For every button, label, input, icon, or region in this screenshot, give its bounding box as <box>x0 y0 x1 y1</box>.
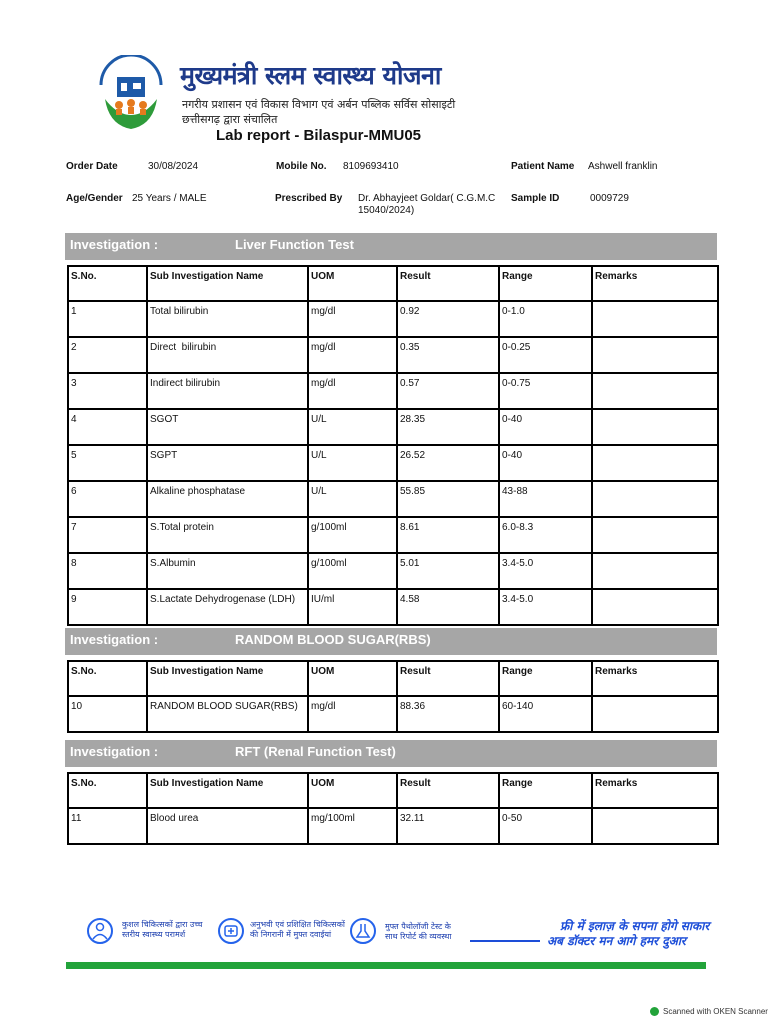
sno-cell: 9 <box>68 589 147 625</box>
sno-cell: 10 <box>68 696 147 732</box>
column-header: UOM <box>308 266 397 301</box>
investigation-name: RANDOM BLOOD SUGAR(RBS) <box>235 632 431 647</box>
footer-green-bar <box>66 962 706 969</box>
sno-cell: 11 <box>68 808 147 844</box>
sno-cell: 4 <box>68 409 147 445</box>
mobile-label: Mobile No. <box>276 161 327 172</box>
footer-item-consultation: कुशल चिकित्सकों द्वारा उच्च स्तरीय स्वास्थ्य परामर्श <box>122 920 203 939</box>
prescribed-by-value: Dr. Abhayjeet Goldar( C.G.M.C 15040/2024) <box>358 193 496 216</box>
result-cell: 28.35 <box>397 409 499 445</box>
rbs-table <box>67 660 719 733</box>
result-cell: 0.35 <box>397 337 499 373</box>
column-header: Sub Investigation Name <box>147 773 308 808</box>
column-header: Sub Investigation Name <box>147 266 308 301</box>
uom-cell: U/L <box>308 409 397 445</box>
table-header-row <box>68 266 718 301</box>
column-header: S.No. <box>68 266 147 301</box>
column-header: S.No. <box>68 773 147 808</box>
order-date-value: 30/08/2024 <box>148 161 199 172</box>
range-cell: 3.4-5.0 <box>499 589 592 625</box>
table-header-row <box>68 661 718 696</box>
sample-id-label: Sample ID <box>511 193 560 204</box>
test-name-cell: SGPT <box>147 445 308 481</box>
sno-cell: 7 <box>68 517 147 553</box>
range-cell: 0-1.0 <box>499 301 592 337</box>
table-row <box>68 337 718 373</box>
sno-cell: 8 <box>68 553 147 589</box>
investigation-name: RFT (Renal Function Test) <box>235 744 396 759</box>
investigation-label: Investigation : <box>70 744 159 759</box>
uom-cell: mg/dl <box>308 301 397 337</box>
table-row <box>68 481 718 517</box>
result-cell: 26.52 <box>397 445 499 481</box>
test-name-cell: Total bilirubin <box>147 301 308 337</box>
doctor-icon <box>87 918 113 944</box>
result-cell: 8.61 <box>397 517 499 553</box>
liver-function-table <box>67 265 719 626</box>
remarks-cell <box>592 481 718 517</box>
sample-id-value: 0009729 <box>590 193 629 204</box>
uom-cell: mg/100ml <box>308 808 397 844</box>
uom-cell: U/L <box>308 481 397 517</box>
column-header: UOM <box>308 661 397 696</box>
uom-cell: mg/dl <box>308 337 397 373</box>
sno-cell: 5 <box>68 445 147 481</box>
result-cell: 0.57 <box>397 373 499 409</box>
prescribed-by-label: Prescribed By <box>275 193 343 204</box>
test-name-cell: S.Lactate Dehydrogenase (LDH) <box>147 589 308 625</box>
scanner-watermark: Scanned with OKEN Scanner <box>650 1007 768 1016</box>
column-header: Remarks <box>592 773 718 808</box>
column-header: Remarks <box>592 266 718 301</box>
footer-item-medicine: अनुभवी एवं प्रशिक्षित चिकित्सकों की निगरानी में मुफ्त दवाईयां <box>250 920 345 939</box>
uom-cell: U/L <box>308 445 397 481</box>
range-cell: 0-0.75 <box>499 373 592 409</box>
test-name-cell: Alkaline phosphatase <box>147 481 308 517</box>
remarks-cell <box>592 808 718 844</box>
remarks-cell <box>592 445 718 481</box>
uom-cell: g/100ml <box>308 553 397 589</box>
patient-name-value: Ashwell franklin <box>588 161 658 172</box>
table-row <box>68 301 718 337</box>
column-header: Result <box>397 773 499 808</box>
mobile-value: 8109693410 <box>343 161 399 172</box>
column-header: S.No. <box>68 661 147 696</box>
test-name-cell: Blood urea <box>147 808 308 844</box>
test-name-cell: Indirect bilirubin <box>147 373 308 409</box>
column-header: Range <box>499 266 592 301</box>
remarks-cell <box>592 337 718 373</box>
range-cell: 0-40 <box>499 445 592 481</box>
result-cell: 5.01 <box>397 553 499 589</box>
test-name-cell: S.Total protein <box>147 517 308 553</box>
sno-cell: 2 <box>68 337 147 373</box>
remarks-cell <box>592 696 718 732</box>
section-header-rbs <box>65 628 717 655</box>
uom-cell: g/100ml <box>308 517 397 553</box>
order-date-label: Order Date <box>66 161 118 172</box>
sno-cell: 1 <box>68 301 147 337</box>
test-name-cell: S.Albumin <box>147 553 308 589</box>
result-cell: 88.36 <box>397 696 499 732</box>
slogan-divider <box>470 940 540 942</box>
column-header: Range <box>499 773 592 808</box>
test-name-cell: RANDOM BLOOD SUGAR(RBS) <box>147 696 308 732</box>
table-row <box>68 445 718 481</box>
result-cell: 32.11 <box>397 808 499 844</box>
remarks-cell <box>592 589 718 625</box>
column-header: Remarks <box>592 661 718 696</box>
table-row <box>68 517 718 553</box>
brand-subtitle: नगरीय प्रशासन एवं विकास विभाग एवं अर्बन पब्लिक सर्विस सोसाइटी <box>182 98 456 111</box>
rft-table <box>67 772 719 845</box>
test-name-cell: SGOT <box>147 409 308 445</box>
range-cell: 0-0.25 <box>499 337 592 373</box>
remarks-cell <box>592 409 718 445</box>
patient-name-label: Patient Name <box>511 161 575 172</box>
scanner-logo-icon <box>650 1007 659 1016</box>
range-cell: 6.0-8.3 <box>499 517 592 553</box>
uom-cell: mg/dl <box>308 696 397 732</box>
slogan-line-1: फ्री में इलाज़ के सपना होगे साकार <box>560 919 710 933</box>
column-header: Result <box>397 266 499 301</box>
column-header: Sub Investigation Name <box>147 661 308 696</box>
range-cell: 60-140 <box>499 696 592 732</box>
investigation-name: Liver Function Test <box>235 237 354 252</box>
range-cell: 0-50 <box>499 808 592 844</box>
uom-cell: mg/dl <box>308 373 397 409</box>
table-row <box>68 373 718 409</box>
table-row <box>68 553 718 589</box>
section-header-rft <box>65 740 717 767</box>
footer-item-pathology: मुफ्त पैथोलॉजी टेस्ट के साथ रिपोर्ट की व्यवस्था <box>385 922 452 941</box>
column-header: Range <box>499 661 592 696</box>
sno-cell: 6 <box>68 481 147 517</box>
table-row <box>68 589 718 625</box>
age-gender-value: 25 Years / MALE <box>132 193 207 204</box>
range-cell: 3.4-5.0 <box>499 553 592 589</box>
remarks-cell <box>592 517 718 553</box>
result-cell: 55.85 <box>397 481 499 517</box>
remarks-cell <box>592 301 718 337</box>
table-row <box>68 409 718 445</box>
investigation-label: Investigation : <box>70 237 159 252</box>
table-row <box>68 808 718 844</box>
test-name-cell: Direct bilirubin <box>147 337 308 373</box>
brand-subtitle-2: छत्तीसगढ़ द्वारा संचालित <box>182 113 278 126</box>
pathology-icon <box>350 918 376 944</box>
table-row <box>68 696 718 732</box>
section-header-liver <box>65 233 717 260</box>
remarks-cell <box>592 373 718 409</box>
slogan-line-2: अब डॉक्टर मन आगे हमर दुआर <box>547 934 686 948</box>
medicine-icon <box>218 918 244 944</box>
investigation-label: Investigation : <box>70 632 159 647</box>
remarks-cell <box>592 553 718 589</box>
range-cell: 43-88 <box>499 481 592 517</box>
uom-cell: IU/ml <box>308 589 397 625</box>
age-gender-label: Age/Gender <box>66 193 123 204</box>
result-cell: 0.92 <box>397 301 499 337</box>
table-header-row <box>68 773 718 808</box>
result-cell: 4.58 <box>397 589 499 625</box>
range-cell: 0-40 <box>499 409 592 445</box>
column-header: UOM <box>308 773 397 808</box>
scheme-logo <box>95 55 167 135</box>
brand-title: मुख्यमंत्री स्लम स्वास्थ्य योजना <box>180 61 441 90</box>
sno-cell: 3 <box>68 373 147 409</box>
column-header: Result <box>397 661 499 696</box>
report-title: Lab report - Bilaspur-MMU05 <box>216 127 422 144</box>
